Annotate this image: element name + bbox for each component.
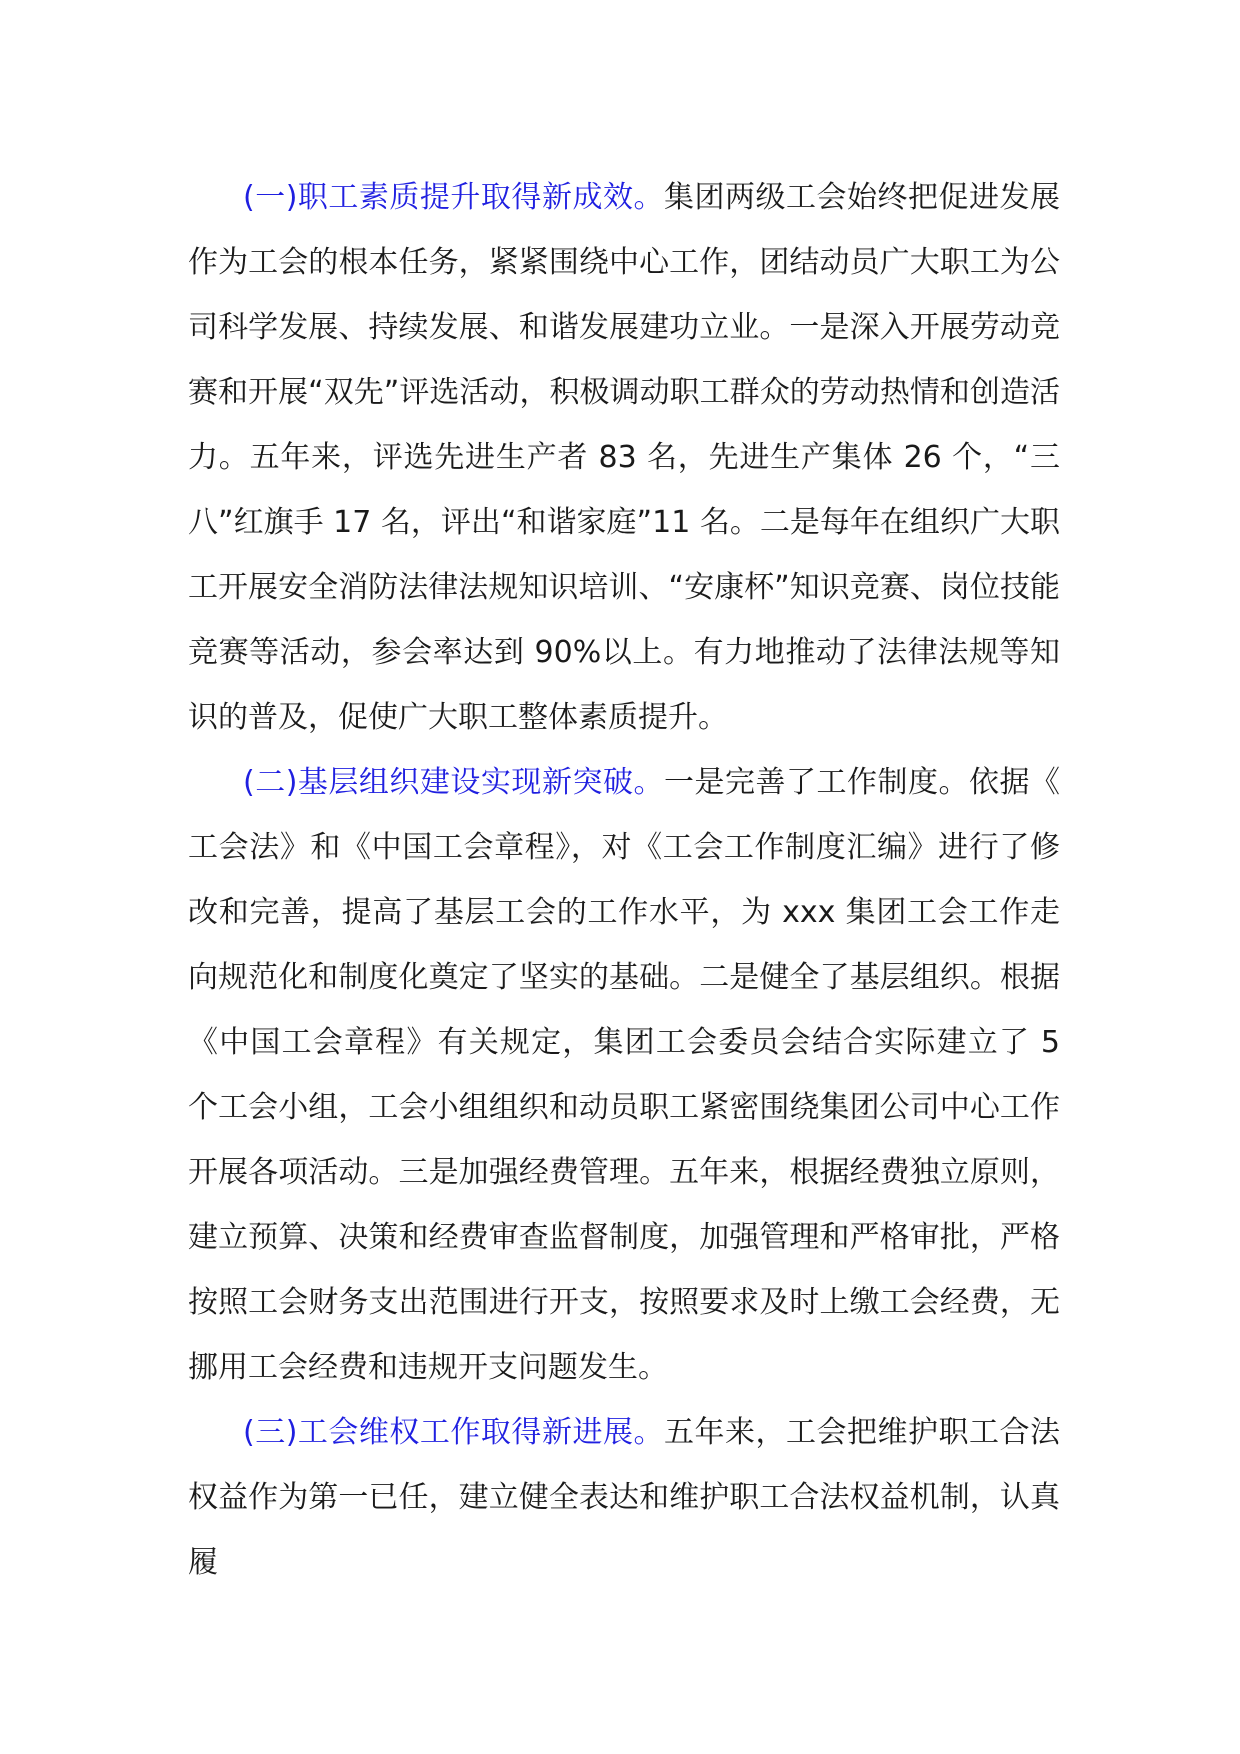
paragraph-3-text: 五年来，工会把维护职工合法权益作为第一已任，建立健全表达和维护职工合法权益机制，认真履 (188, 1415, 1060, 1580)
paragraph-2 (188, 750, 1060, 1400)
paragraph-3 (188, 1400, 1060, 1595)
paragraph-1 (188, 165, 1060, 750)
section-heading-3: (三)工会维权工作取得新进展。 (243, 1415, 664, 1450)
document-body (188, 165, 1060, 1595)
paragraph-2-text: 一是完善了工作制度。依据《工会法》和《中国工会章程》，对《工会工作制度汇编》进行了修改和完善，提高了基层工会的工作水平，为 xxx 集团工会工作走向规范化和制度化奠定了坚实的基础。二是健全了基层组织。根据《中国工会章程》有关规定，集团工会委员会结合实际建立了 5 个工会小组，工会小组组织和动员职工紧密围绕集团公司中心工作开展各项活动。三是加强经费管理。五年来，根据经费独立原则，建立预算、决策和经费审查监督制度，加强管理和严格审批，严格按照工会财务支出范围进行开支，按照要求及时上缴工会经费，无挪用工会经费和违规开支问题发生。 (188, 765, 1060, 1385)
section-heading-2: (二)基层组织建设实现新突破。 (243, 765, 664, 800)
section-heading-1: (一)职工素质提升取得新成效。 (243, 180, 664, 215)
paragraph-1-text: 集团两级工会始终把促进发展作为工会的根本任务，紧紧围绕中心工作，团结动员广大职工为公司科学发展、持续发展、和谐发展建功立业。一是深入开展劳动竞赛和开展“双先”评选活动，积极调动职工群众的劳动热情和创造活力。五年来，评选先进生产者 83 名，先进生产集体 26 个，“三八”红旗手 17 名，评出“和谐家庭”11 名。二是每年在组织广大职工开展安全消防法律法规知识培训、“安康杯”知识竞赛、岗位技能竞赛等活动，参会率达到 90%以上。有力地推动了法律法规等知识的普及，促使广大职工整体素质提升。 (188, 180, 1060, 735)
